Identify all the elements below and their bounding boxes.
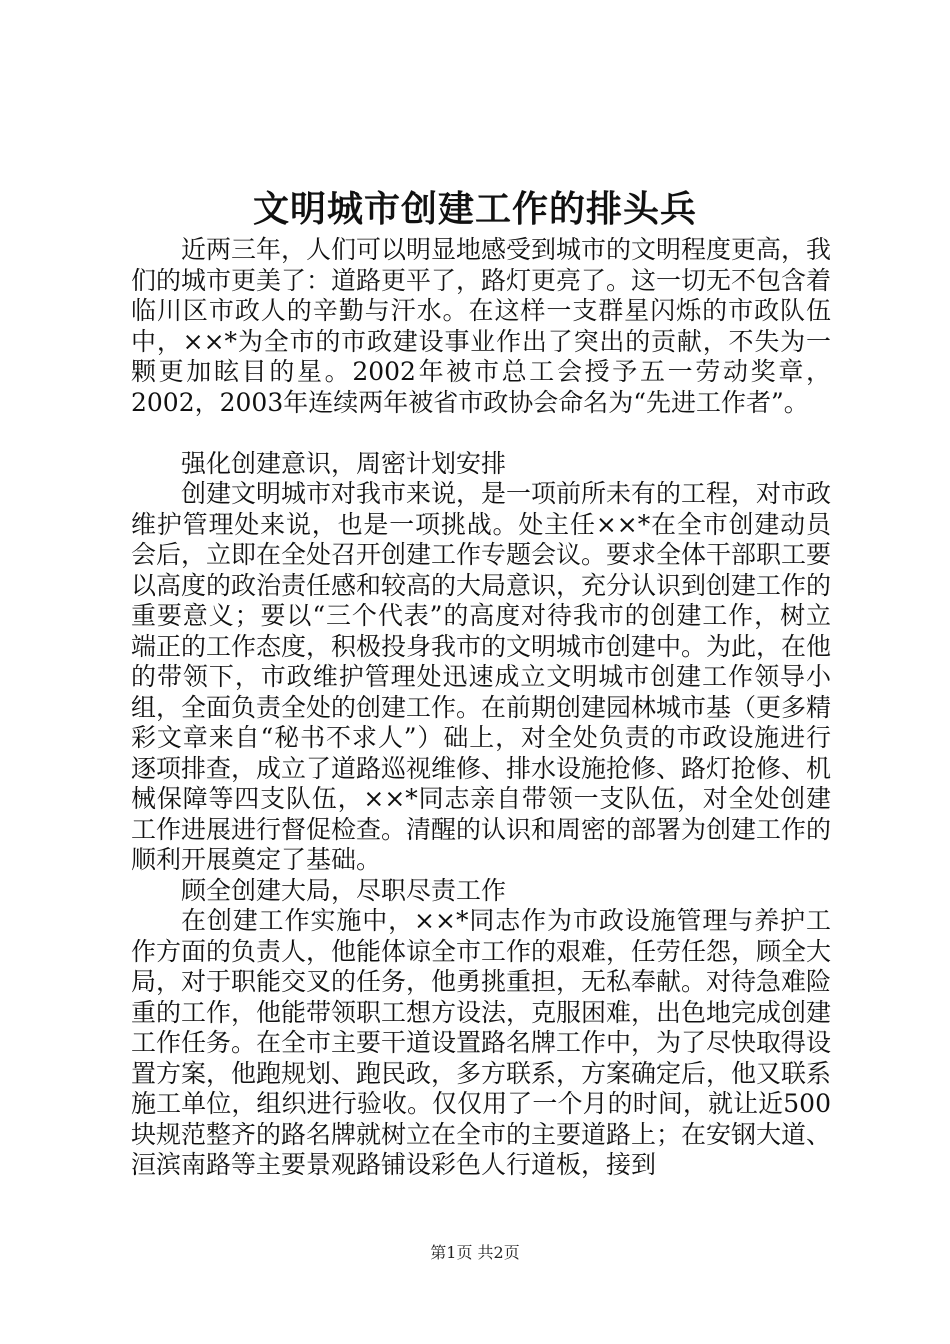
document-body <box>131 235 831 1181</box>
paragraph-gap <box>131 418 831 449</box>
paragraph-section-2: 在创建工作实施中，××*同志作为市政设施管理与养护工作方面的负责人，他能体谅全市工作的艰难，任劳任怨，顾全大局，对于职能交叉的任务，他勇挑重担，无私奉献。对待急难险重的工作，他能带领职工想方设法，克服困难，出色地完成创建工作任务。在全市主要干道设置路名牌工作中，为了尽快取得设置方案，他跑规划、跑民政，多方联系，方案确定后，他又联系施工单位，组织进行验收。仅仅用了一个月的时间，就让近500块规范整齐的路名牌就树立在全市的主要道路上；在安钢大道、洹滨南路等主要景观路铺设彩色人行道板，接到 <box>131 906 832 1179</box>
page-title: 文明城市创建工作的排头兵 <box>252 188 697 230</box>
paragraph-intro: 近两三年，人们可以明显地感受到城市的文明程度更高，我们的城市更美了：道路更平了，路灯更亮了。这一切无不包含着临川区市政人的辛勤与汗水。在这样一支群星闪烁的市政队伍中，××*为全市的市政建设事业作出了突出的贡献，不失为一颗更加眩目的星。2002年被市总工会授予五一劳动奖章，2002，2003年连续两年被省市政协会命名为“先进工作者”。 <box>131 235 832 417</box>
section-heading-2: 顾全创建大局，尽职尽责工作 <box>181 875 507 905</box>
section-heading-1: 强化创建意识，周密计划安排 <box>181 448 507 478</box>
page-footer: 第1页 共2页 <box>430 1243 520 1262</box>
paragraph-section-1: 创建文明城市对我市来说，是一项前所未有的工程，对市政维护管理处来说，也是一项挑战。处主任××*在全市创建动员会后，立即在全处召开创建工作专题会议。要求全体干部职工要以高度的政治责任感和较高的大局意识，充分认识到创建工作的重要意义；要以“三个代表”的高度对待我市的创建工作，树立端正的工作态度，积极投身我市的文明城市创建中。为此，在他的带领下，市政维护管理处迅速成立文明城市创建工作领导小组，全面负责全处的创建工作。在前期创建园林城市基（更多精彩文章来自“秘书不求人”）础上，对全处负责的市政设施进行逐项排查，成立了道路巡视维修、排水设施抢修、路灯抢修、机械保障等四支队伍，××*同志亲自带领一支队伍，对全处创建工作进展进行督促检查。清醒的认识和周密的部署为创建工作的顺利开展奠定了基础。 <box>131 479 832 874</box>
